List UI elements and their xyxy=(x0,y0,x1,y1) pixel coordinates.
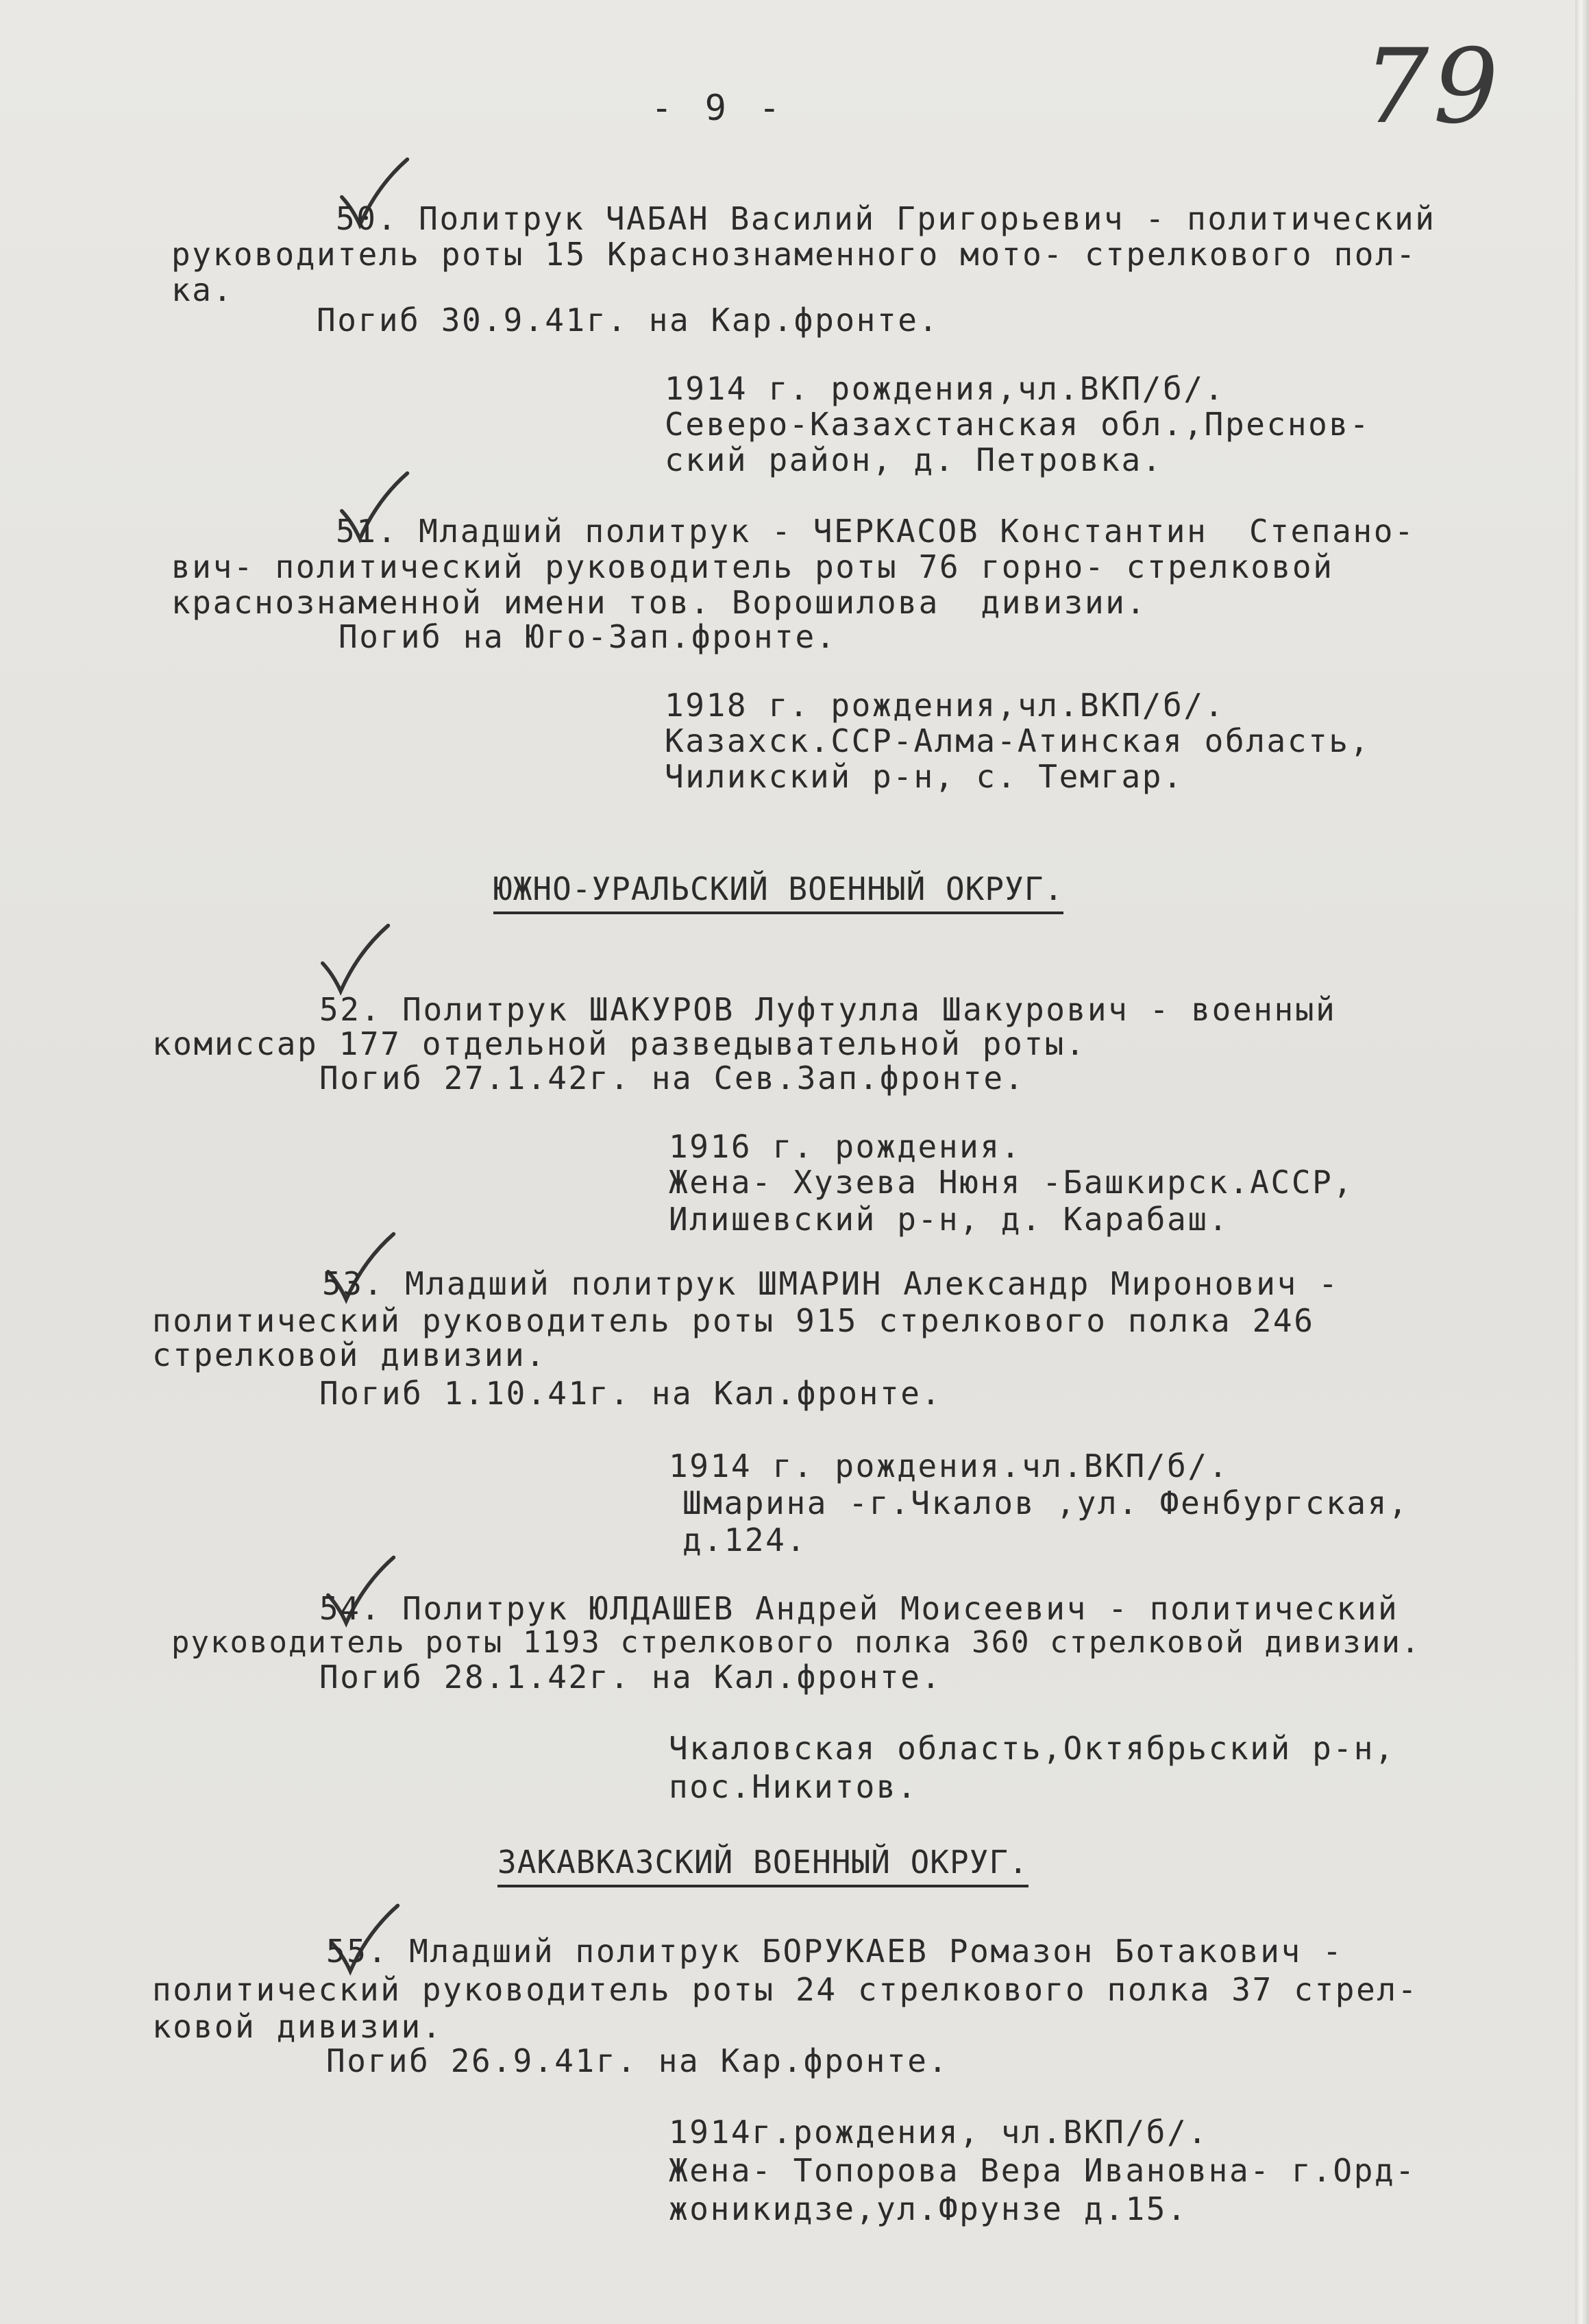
entry-55-info-1: 1914г.рождения, чл.ВКП/б/. xyxy=(669,2114,1209,2151)
entry-50-info-1: 1914 г. рождения,чл.ВКП/б/. xyxy=(665,370,1225,407)
entry-52-line-1: 52. Политрук ШАКУРОВ Луфтулла Шакурович - военный xyxy=(319,991,1337,1028)
section-heading-transcaucasus: ЗАКАВКАЗСКИЙ ВОЕННЫЙ ОКРУГ. xyxy=(497,1844,1028,1887)
entry-51-info-2: Казахск.ССР-Алма-Атинская область, xyxy=(665,722,1371,759)
entry-54-death: Погиб 28.1.42г. на Кал.фронте. xyxy=(319,1659,942,1696)
entry-54-info-2: пос.Никитов. xyxy=(669,1768,918,1805)
entry-55-info-2: Жена- Топорова Вера Ивановна- г.Орд- xyxy=(669,2152,1416,2189)
entry-54-line-1: 54. Политрук ЮЛДАШЕВ Андрей Моисеевич - политический xyxy=(319,1590,1399,1627)
checkmark-icon xyxy=(317,918,392,1001)
entry-55-death: Погиб 26.9.41г. на Кар.фронте. xyxy=(326,2042,949,2079)
entry-50-info-2: Северо-Казахстанская обл.,Преснов- xyxy=(665,406,1371,443)
entry-54-line-2: руководитель роты 1193 стрелкового полка 360 стрелковой дивизии. xyxy=(171,1625,1421,1660)
entry-51-line-2: вич- политический руководитель роты 76 горно- стрелковой xyxy=(171,548,1334,585)
entry-55-line-3: ковой дивизии. xyxy=(152,2008,443,2045)
entry-50-line-2: руководитель роты 15 Краснознаменного мото- стрелкового пол- xyxy=(171,236,1417,273)
folio-mark: 79 xyxy=(1364,27,1503,147)
entry-51-info-3: Чиликский р-н, с. Темгар. xyxy=(665,758,1184,795)
entry-55-line-2: политический руководитель роты 24 стрелкового полка 37 стрел- xyxy=(152,1971,1418,2008)
entry-52-death: Погиб 27.1.42г. на Сев.Зап.фронте. xyxy=(319,1060,1026,1097)
entry-52-info-2: Жена- Хузева Нюня -Башкирск.АССР, xyxy=(669,1164,1354,1201)
entry-51-death: Погиб на Юго-Зап.фронте. xyxy=(338,618,837,655)
entry-51-line-1: 51. Младший политрук - ЧЕРКАСОВ Константин Степано- xyxy=(336,513,1416,550)
entry-53-line-2: политический руководитель роты 915 стрелкового полка 246 xyxy=(152,1302,1315,1339)
entry-52-line-2: комиссар 177 отдельной разведывательной роты. xyxy=(152,1025,1087,1062)
entry-55-line-1: 55. Младший политрук БОРУКАЕВ Ромазон Ботакович - xyxy=(326,1933,1344,1970)
page-number: - 9 - xyxy=(651,88,786,129)
entry-51-info-1: 1918 г. рождения,чл.ВКП/б/. xyxy=(665,687,1225,724)
entry-51-line-3: краснознаменной имени тов. Ворошилова дивизии. xyxy=(171,584,1147,621)
entry-55-info-3: жоникидзе,ул.Фрунзе д.15. xyxy=(669,2190,1188,2227)
entry-50-line-3: ка. xyxy=(171,271,234,308)
entry-53-line-1: 53. Младший политрук ШМАРИН Александр Миронович - xyxy=(322,1265,1340,1302)
entry-53-death: Погиб 1.10.41г. на Кал.фронте. xyxy=(319,1375,942,1412)
entry-52-info-3: Илишевский р-н, д. Карабаш. xyxy=(669,1201,1229,1238)
entry-53-info-1: 1914 г. рождения.чл.ВКП/б/. xyxy=(669,1447,1229,1484)
entry-50-death: Погиб 30.9.41г. на Кар.фронте. xyxy=(317,302,939,339)
section-heading-south-ural: ЮЖНО-УРАЛЬСКИЙ ВОЕННЫЙ ОКРУГ. xyxy=(493,870,1063,914)
entry-53-info-3: д.124. xyxy=(682,1521,807,1558)
entry-52-info-1: 1916 г. рождения. xyxy=(669,1128,1022,1165)
entry-50-line-1: 50. Политрук ЧАБАН Василий Григорьевич - политический xyxy=(336,200,1436,237)
entry-50-info-3: ский район, д. Петровка. xyxy=(665,441,1163,478)
page-edge xyxy=(1575,0,1589,2324)
entry-53-info-2: Шмарина -г.Чкалов ,ул. Фенбургская, xyxy=(682,1484,1409,1521)
entry-54-info-1: Чкаловская область,Октябрьский р-н, xyxy=(669,1730,1396,1767)
entry-53-line-3: стрелковой дивизии. xyxy=(152,1336,547,1373)
